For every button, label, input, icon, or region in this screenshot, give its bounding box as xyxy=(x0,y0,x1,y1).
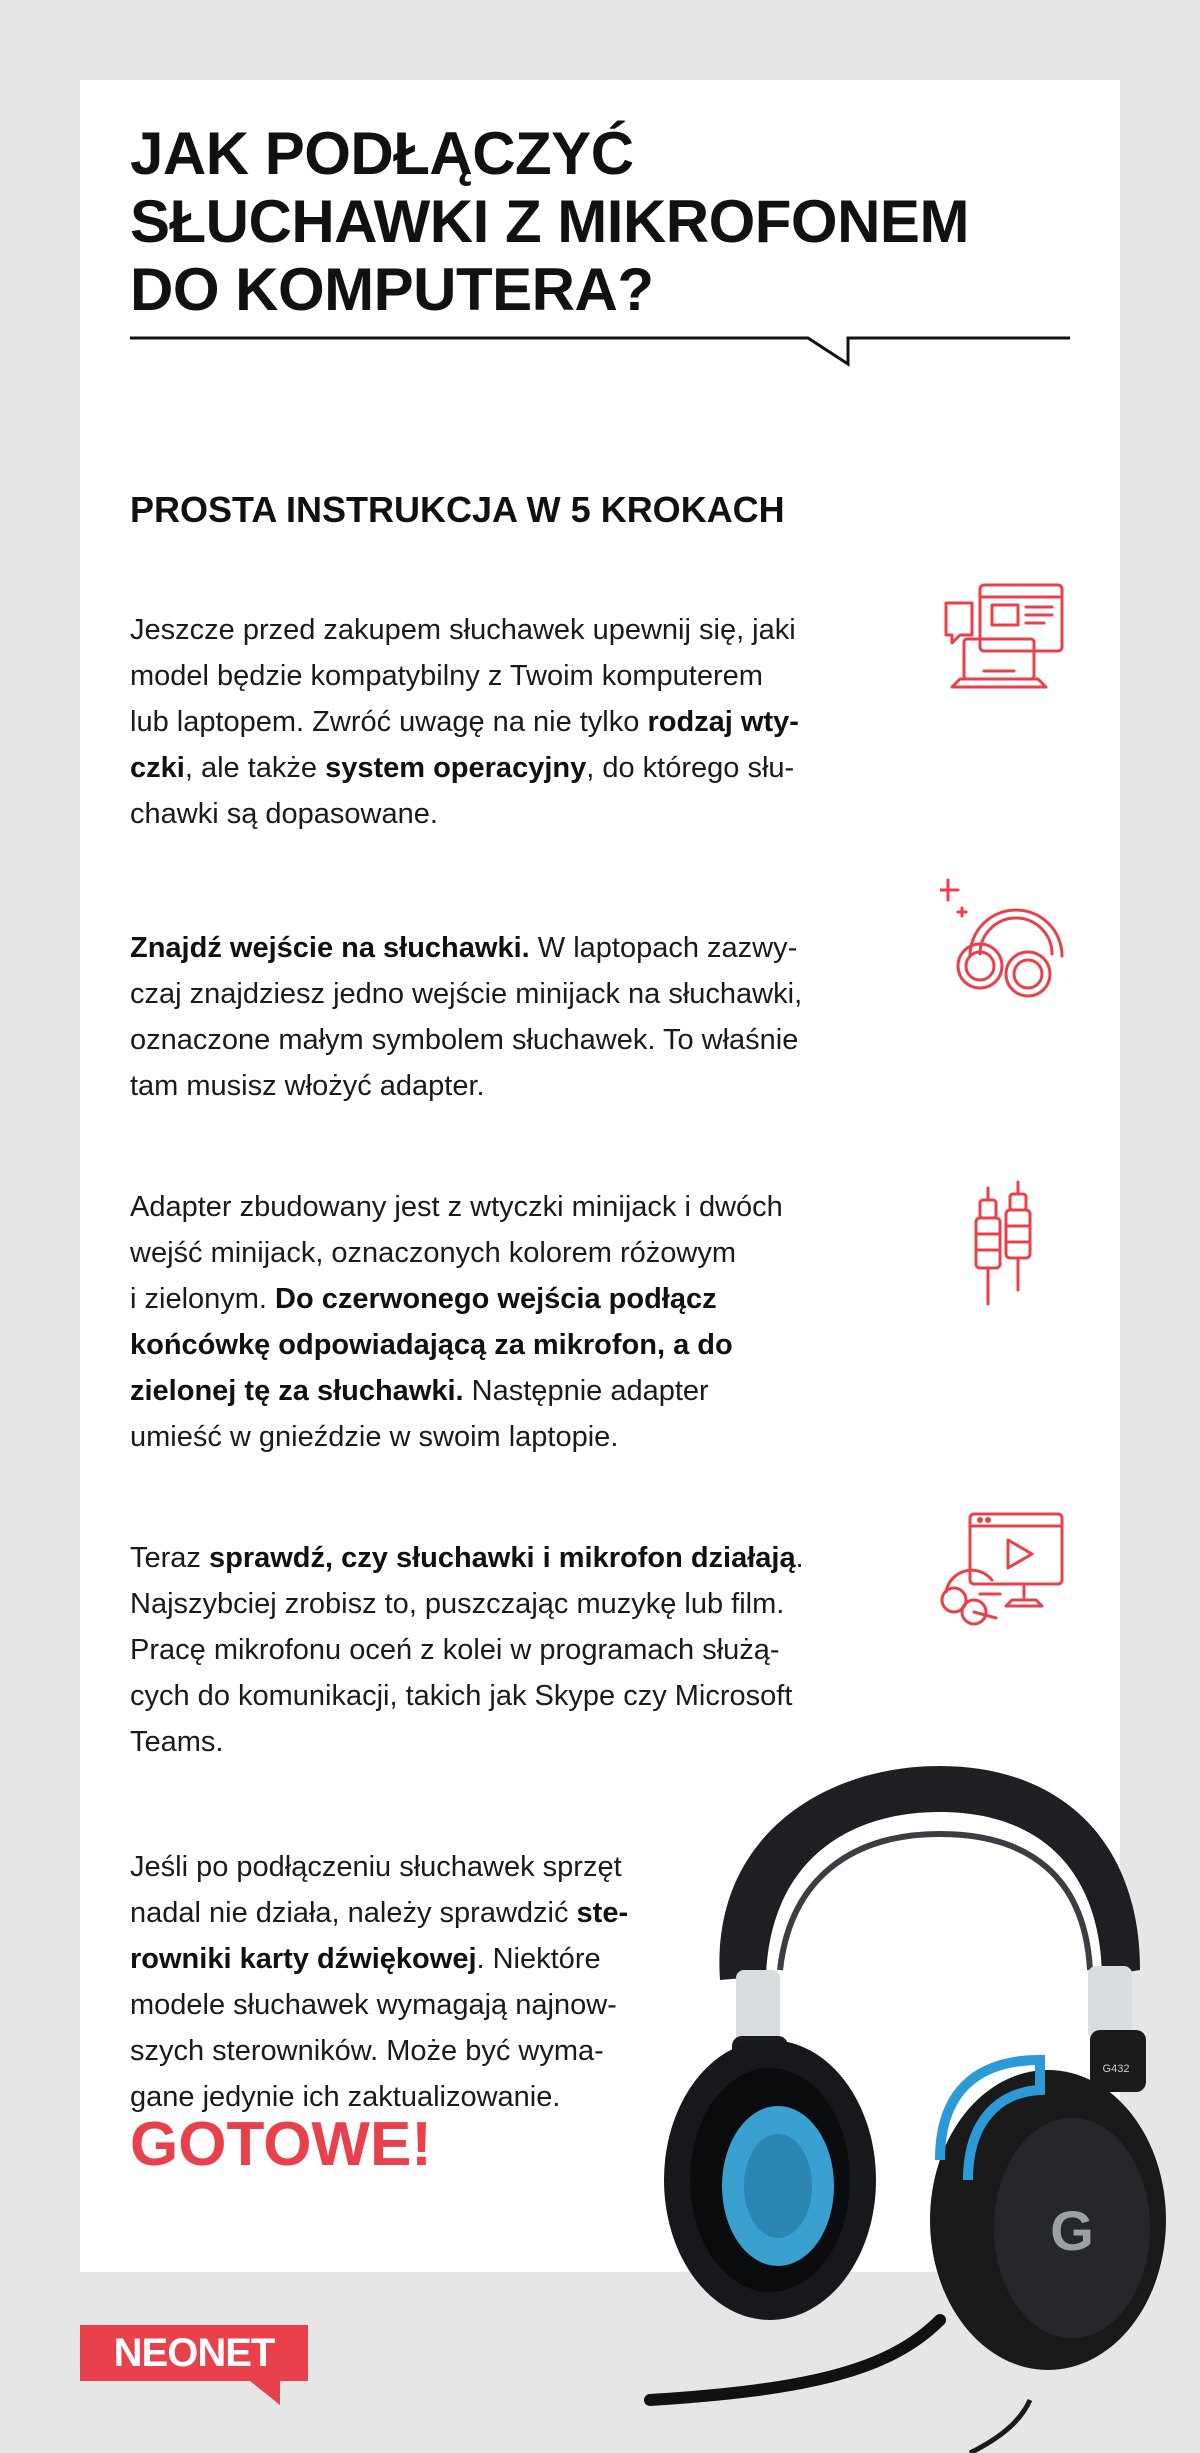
text-run: . Niektóre xyxy=(476,1943,601,1975)
bold-text: system operacyjny xyxy=(325,752,587,784)
text-run: Pracę mikrofonu oceń z kolei w programach służą- xyxy=(130,1634,780,1666)
text-run: cych do komunikacji, takich jak Skype czy Microsoft xyxy=(130,1680,793,1712)
text-run: i zielonym. xyxy=(130,1283,276,1315)
text-run: szych sterowników. Może być wyma- xyxy=(130,2035,604,2067)
text-run: nadal nie działa, należy sprawdzić xyxy=(130,1897,577,1929)
speech-bubble-divider xyxy=(130,328,1070,368)
text-run: , ale także xyxy=(184,752,326,784)
text-run: czaj znajdziesz jedno wejście minijack na słuchawki, xyxy=(130,978,803,1010)
text-run: Jeśli po podłączeniu słuchawek sprzęt xyxy=(130,1851,622,1883)
text-run: chawki są dopasowane. xyxy=(130,798,438,830)
title-line-3: DO KOMPUTERA? xyxy=(130,256,654,323)
headset-model-label: G432 xyxy=(1102,2063,1130,2075)
text-run: lub laptopem. Zwróć uwagę na nie tylko xyxy=(130,706,648,738)
text-run: Następnie adapter xyxy=(463,1375,709,1407)
bold-text: rodzaj wty- xyxy=(647,706,799,738)
text-run: tam musisz włożyć adapter. xyxy=(130,1070,485,1102)
text-run: Jeszcze przed zakupem słuchawek upewnij się, jaki xyxy=(130,614,796,646)
bold-text: Znajdź wejście na słuchawki. xyxy=(130,932,530,964)
logo-speech-tail xyxy=(220,2381,280,2405)
text-run: Adapter zbudowany jest z wtyczki minijack i dwóch xyxy=(130,1191,783,1223)
text-run: W laptopach zazwy- xyxy=(529,932,798,964)
text-run: Najszybciej zrobisz to, puszczając muzykę lub film. xyxy=(130,1588,785,1620)
text-run: model będzie kompatybilny z Twoim komputerem xyxy=(130,660,763,692)
logo-text: NEONET xyxy=(80,2325,308,2381)
text-run: gane jedynie ich zaktualizowanie. xyxy=(130,2081,561,2113)
step-5-text xyxy=(130,1844,690,2120)
bold-text: końcówkę odpowiadającą za mikrofon, a do xyxy=(130,1329,733,1361)
text-run: , do którego słu- xyxy=(586,752,795,784)
step-4-text xyxy=(130,1535,950,1765)
step-1-text xyxy=(130,607,950,837)
done-label: GOTOWE! xyxy=(130,2110,432,2179)
text-run: Teams. xyxy=(130,1726,224,1758)
step-2-text xyxy=(130,925,950,1109)
svg-text:G: G xyxy=(1050,2199,1094,2262)
bold-text: Do czerwonego wejścia podłącz xyxy=(275,1283,717,1315)
text-run: . xyxy=(795,1542,804,1574)
bold-text: czki xyxy=(130,752,185,784)
gaming-headset-image xyxy=(640,1760,1180,2453)
bold-text: zielonej tę za słuchawki. xyxy=(130,1375,464,1407)
media-player-headset-icon xyxy=(940,1500,1070,1630)
step-3-text xyxy=(130,1184,950,1460)
title-line-1: JAK PODŁĄCZYĆ xyxy=(130,120,634,187)
page-subtitle: PROSTA INSTRUKCJA W 5 KROKACH xyxy=(130,489,785,530)
text-run: wejść minijack, oznaczonych kolorem różowym xyxy=(130,1237,736,1269)
text-run: umieść w gnieździe w swoim laptopie. xyxy=(130,1421,619,1453)
laptop-presentation-icon xyxy=(940,575,1070,705)
neonet-logo xyxy=(80,2325,308,2405)
page-title xyxy=(130,120,1090,324)
text-run: modele słuchawek wymagają najnow- xyxy=(130,1989,617,2021)
text-run: oznaczone małym symbolem słuchawek. To właśnie xyxy=(130,1024,799,1056)
headphones-icon xyxy=(940,870,1070,1000)
bold-text: sprawdź, czy słuchawki i mikrofon działają xyxy=(208,1542,796,1574)
title-line-2: SŁUCHAWKI Z MIKROFONEM xyxy=(130,188,969,255)
text-run: Teraz xyxy=(130,1542,209,1574)
minijack-plugs-icon xyxy=(960,1178,1060,1318)
bold-text: rowniki karty dźwiękowej xyxy=(130,1943,477,1975)
bold-text: ste- xyxy=(576,1897,629,1929)
